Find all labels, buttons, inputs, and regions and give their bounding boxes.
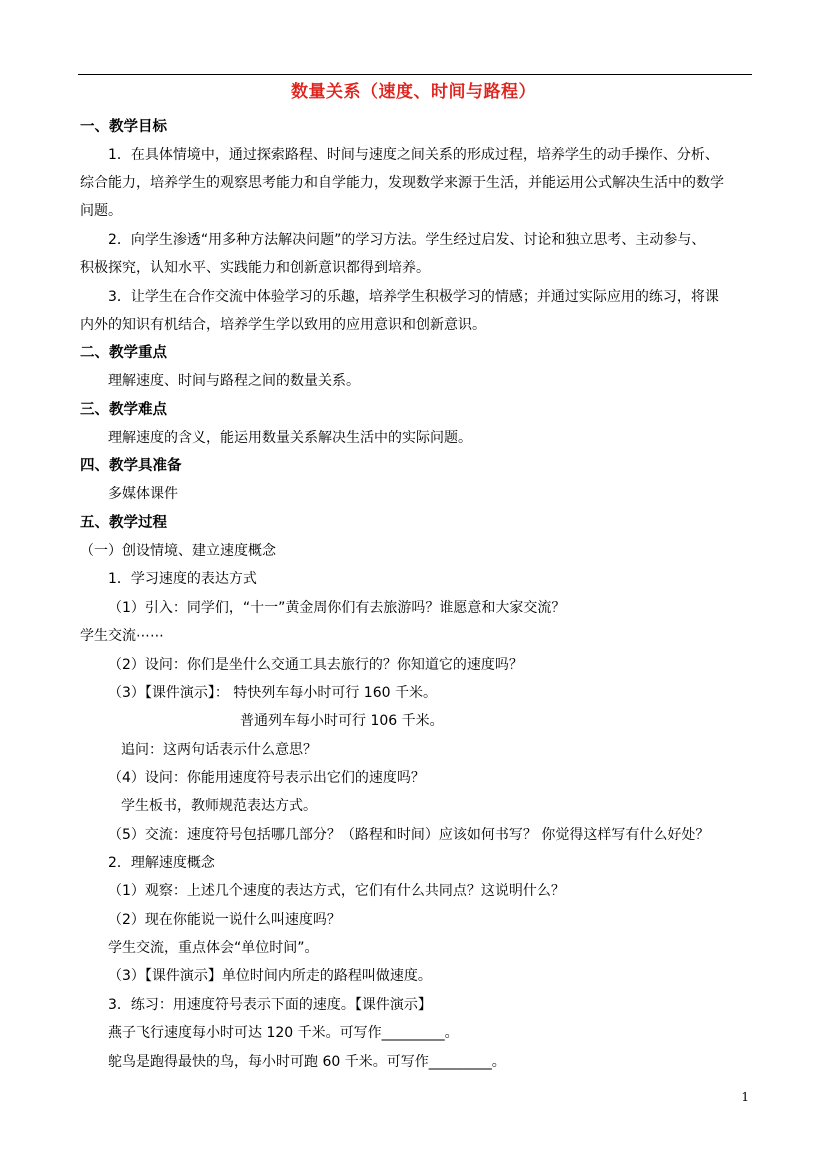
process-line: 学生交流⋯⋯ bbox=[80, 628, 164, 644]
materials-text: 多媒体课件 bbox=[108, 486, 178, 502]
section-heading-key-point: 二、教学重点 bbox=[80, 345, 167, 361]
process-line: 燕子飞行速度每小时可达 120 千米。可写作_________。 bbox=[108, 1025, 459, 1041]
goal-2-line-2: 积极探究，认知水平、实践能力和创新意识都得到培养。 bbox=[80, 260, 430, 276]
section-heading-process: 五、教学过程 bbox=[80, 515, 167, 531]
process-line: （5）交流：速度符号包括哪几部分？（路程和时间）应该如何书写？ 你觉得这样写有什么好处？ bbox=[108, 827, 710, 843]
difficulty-text: 理解速度的含义，能运用数量关系解决生活中的实际问题。 bbox=[108, 430, 472, 446]
section-heading-materials: 四、教学具准备 bbox=[80, 458, 182, 474]
process-step-2: 2．理解速度概念 bbox=[108, 855, 215, 871]
process-line: （2）设问：你们是坐什么交通工具去旅行的？你知道它的速度吗？ bbox=[108, 657, 523, 673]
process-line: （4）设问：你能用速度符号表示出它们的速度吗？ bbox=[108, 770, 425, 786]
goal-2-line-1: 2．向学生渗透“用多种方法解决问题”的学习方法。学生经过启发、讨论和独立思考、主动参与、 bbox=[108, 232, 706, 248]
goal-1-line-2: 综合能力，培养学生的观察思考能力和自学能力，发现数学来源于生活，并能运用公式解决生活中的数学 bbox=[80, 175, 724, 191]
section-heading-goals: 一、教学目标 bbox=[80, 119, 167, 135]
process-line: 追问：这两句话表示什么意思？ bbox=[121, 742, 317, 758]
process-line: （3）【课件演示】单位时间内所走的路程叫做速度。 bbox=[108, 968, 432, 984]
process-step-3: 3．练习：用速度符号表示下面的速度。【课件演示】 bbox=[108, 997, 432, 1013]
process-line: 学生板书，教师规范表达方式。 bbox=[121, 798, 317, 814]
process-line: 鸵鸟是跑得最快的鸟，每小时可跑 60 千米。可写作_________。 bbox=[108, 1054, 506, 1070]
process-line: 普通列车每小时可行 106 千米。 bbox=[240, 713, 444, 729]
goal-3-line-2: 内外的知识有机结合，培养学生学以致用的应用意识和创新意识。 bbox=[80, 317, 486, 333]
process-line: （3）【课件演示】： 特快列车每小时可行 160 千米。 bbox=[108, 685, 437, 701]
document-title: 数量关系（速度、时间与路程） bbox=[291, 82, 536, 102]
goal-1-line-1: 1．在具体情境中，通过探索路程、时间与速度之间关系的形成过程，培养学生的动手操作、分析、 bbox=[108, 147, 719, 163]
header-rule bbox=[78, 74, 752, 75]
section-heading-difficulty: 三、教学难点 bbox=[80, 402, 167, 418]
goal-1-line-3: 问题。 bbox=[80, 203, 122, 219]
process-subheading-1: （一）创设情境、建立速度概念 bbox=[80, 543, 276, 559]
key-point-text: 理解速度、时间与路程之间的数量关系。 bbox=[108, 373, 360, 389]
process-line: （1）观察：上述几个速度的表达方式，它们有什么共同点？这说明什么？ bbox=[108, 883, 565, 899]
process-line: （2）现在你能说一说什么叫速度吗？ bbox=[108, 912, 341, 928]
goal-3-line-1: 3．让学生在合作交流中体验学习的乐趣，培养学生积极学习的情感；并通过实际应用的练习，将课 bbox=[108, 289, 719, 305]
page-number: 1 bbox=[741, 1090, 749, 1104]
process-line: 学生交流，重点体会“单位时间”。 bbox=[108, 940, 319, 956]
process-step-1: 1．学习速度的表达方式 bbox=[108, 571, 257, 587]
process-line: （1）引入：同学们，“十一”黄金周你们有去旅游吗？谁愿意和大家交流？ bbox=[108, 600, 566, 616]
